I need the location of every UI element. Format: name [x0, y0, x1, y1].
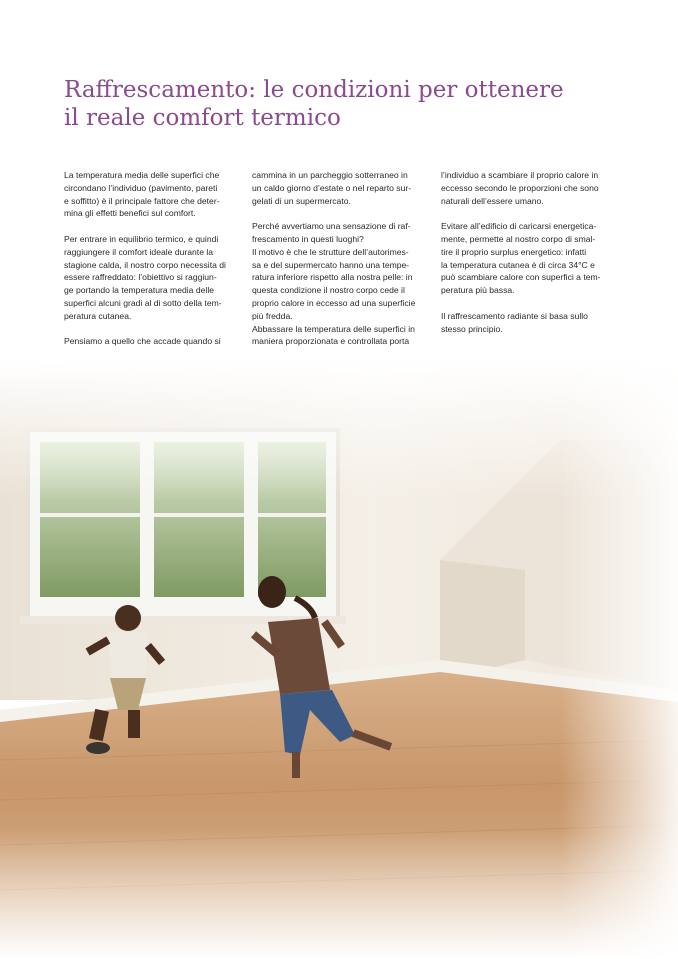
text-line: proprio calore in eccesso ad una superficie [252, 297, 416, 308]
text-line: Il raffrescamento radiante si basa sullo [441, 310, 588, 321]
paragraph [252, 220, 422, 348]
paragraph [441, 220, 611, 297]
text-line: circondano l’individuo (pavimento, pareti [64, 182, 218, 193]
text-line: l’individuo a scambiare il proprio calore in [441, 170, 599, 180]
text-line: raggiungere il comfort ideale durante la [64, 246, 214, 257]
text-line: gelati di un supermercato. [252, 195, 351, 206]
text-line: superfici alcuni gradi al di sotto della tem- [64, 297, 222, 308]
text-column-1 [64, 169, 234, 361]
text-line: maniera proporzionata e controllata porta [252, 336, 410, 347]
text-line: naturali dell’essere umano. [441, 195, 544, 206]
text-line: più fredda. [252, 310, 293, 321]
title-line-2: il reale comfort termico [64, 105, 341, 131]
text-line: eccesso secondo le proporzioni che sono [441, 182, 599, 193]
text-line: può scambiare calore con superfici a tem- [441, 272, 601, 283]
text-column-2 [252, 169, 422, 361]
page-title [64, 76, 644, 132]
text-line: la temperatura cutanea è di circa 34°C e [441, 259, 595, 270]
text-line: questa condizione il nostro corpo cede il [252, 285, 405, 296]
text-line: cammina in un parcheggio sotterraneo in [252, 170, 408, 180]
text-line: stesso principio. [441, 323, 503, 334]
text-line: peratura più bassa. [441, 285, 515, 296]
text-line: un caldo giorno d’estate o nel reparto sur- [252, 182, 412, 193]
text-line: Pensiamo a quello che accade quando si [64, 336, 221, 347]
paragraph [441, 169, 611, 207]
paragraph [64, 169, 234, 220]
text-line: frescamento in questi luoghi? [252, 233, 364, 244]
room-photo [0, 360, 678, 959]
text-line: e soffitto) è il principale fattore che deter- [64, 195, 220, 206]
text-line: mina gli effetti benefici sul comfort. [64, 208, 196, 219]
paragraph [64, 233, 234, 323]
text-line: stagione calda, il nostro corpo necessita di [64, 259, 226, 270]
text-line: Perché avvertiamo una sensazione di raf- [252, 221, 411, 232]
text-line: sa e del supermercato hanno una tempe- [252, 259, 410, 270]
text-column-3 [441, 169, 611, 348]
title-line-1: Raffrescamento: le condizioni per ottenere [64, 77, 564, 103]
text-line: Il motivo è che le strutture dell’autorimes- [252, 246, 409, 257]
text-line: La temperatura media delle superfici che [64, 170, 220, 180]
paragraph [252, 169, 422, 207]
text-line: Evitare all’edificio di caricarsi energetica- [441, 221, 597, 232]
text-line: ge portando la temperatura media delle [64, 285, 215, 296]
text-line: mente, permette al nostro corpo di smal- [441, 233, 596, 244]
text-line: ratura inferiore rispetto alla nostra pelle: in [252, 272, 413, 283]
paragraph [441, 310, 611, 336]
text-line: Abbassare la temperatura delle superfici in [252, 323, 415, 334]
text-line: tire il proprio surplus energetico: infatti [441, 246, 587, 257]
text-line: essere raffreddato: l’obiettivo si raggiun- [64, 272, 217, 283]
text-line: Per entrare in equilibrio termico, e quindi [64, 233, 219, 244]
paragraph [64, 335, 234, 348]
text-line: peratura cutanea. [64, 310, 132, 321]
